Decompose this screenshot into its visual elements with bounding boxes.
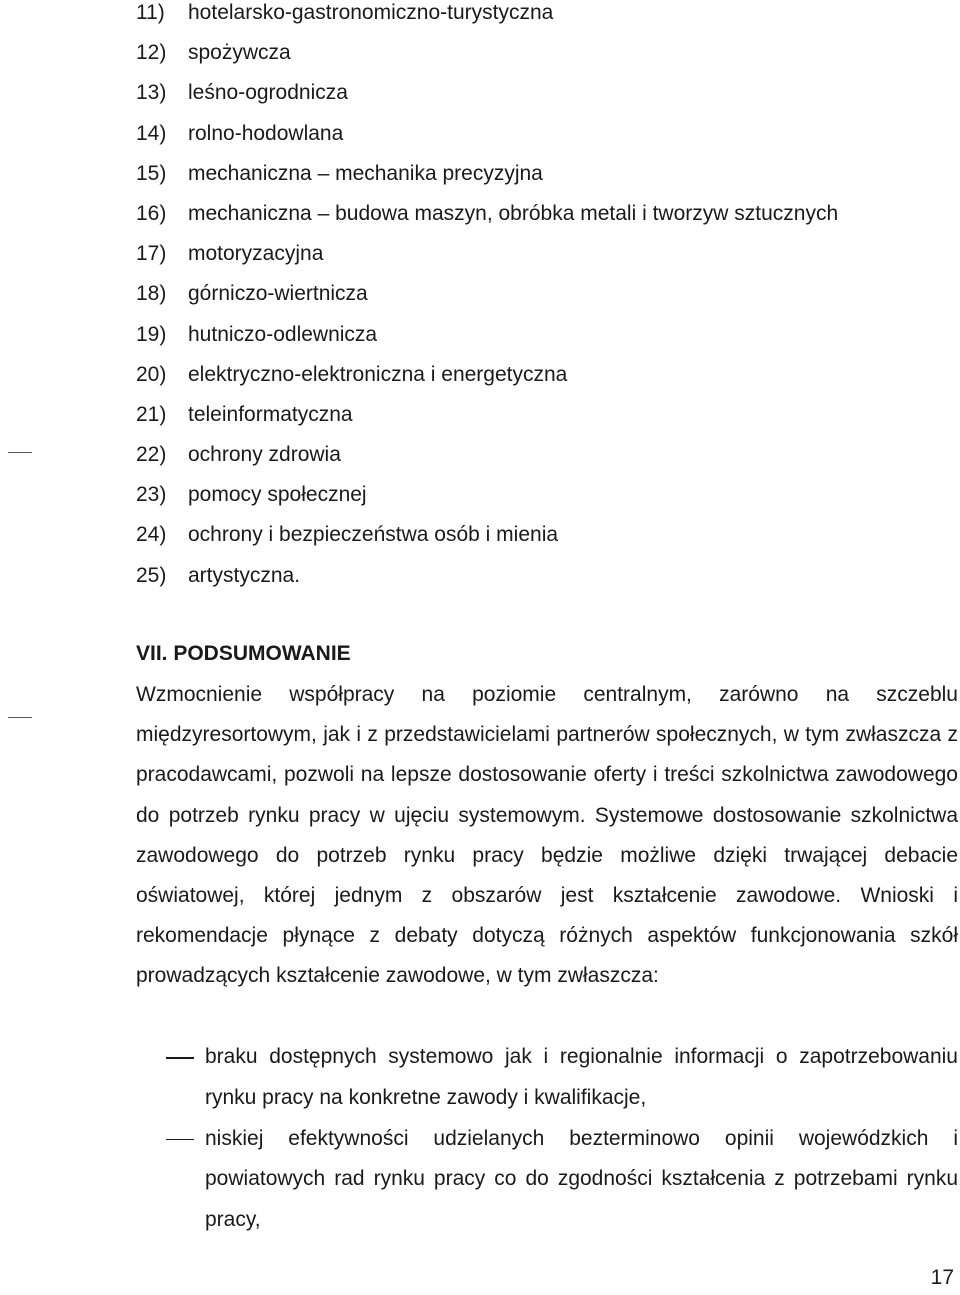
list-item-text: artystyczna. [188,563,301,587]
list-item-number: 25) [136,563,167,587]
list-item-text: ochrony i bezpieczeństwa osób i mienia [188,523,559,547]
section-heading: VII. PODSUMOWANIE [136,642,351,665]
margin-mark [8,452,32,453]
list-item-text: motoryzacyjna [188,242,324,266]
list-item-number: 11) [136,1,165,24]
list-item [136,194,838,234]
bullet-item [136,1037,958,1119]
list-item [136,33,838,73]
list-item-number: 19) [136,322,167,346]
bullet-text: niskiej efektywności udzielanych bezterminowo opinii wojewódzkich i powiatowych rad rynku pracy co do zgodności kształcenia z potrzebami rynku pracy, [205,1126,958,1232]
list-item-text: elektryczno-elektroniczna i energetyczna [188,362,568,386]
list-item-number: 21) [136,402,167,426]
summary-paragraph: Wzmocnienie współpracy na poziomie centralnym, zarówno na szczeblu międzyresortowym, jak i z przedstawicielami partnerów społecznych, w tym zwłaszcza z pracodawcami, pozwoli na lepsze dostosowanie oferty i treści szkolnictwa zawodowego do potrzeb rynku pracy w ujęciu systemowym. Systemowe dostosowanie szkolnictwa zawodowego do potrzeb rynku pracy będzie możliwe dzięki trwającej debacie oświatowej, której jednym z obszarów jest kształcenie zawodowe. Wnioski i rekomendacje płynące z debaty dotyczą różnych aspektów funkcjonowania szkół prowadzących kształcenie zawodowe, w tym zwłaszcza: [136,683,958,988]
list-item-number: 14) [136,121,167,145]
list-item [136,234,838,274]
list-item-text: hutniczo-odlewnicza [188,322,378,346]
list-item-number: 24) [136,523,167,547]
list-item-number: 12) [136,41,167,65]
list-item [136,274,838,314]
list-item [136,73,838,113]
list-item-number: 13) [136,81,167,105]
list-item-text: spożywcza [188,41,291,65]
page-number: 17 [930,1266,954,1289]
list-item [136,395,838,435]
list-item-text: leśno-ogrodnicza [188,81,348,105]
list-item-number: 15) [136,161,167,185]
list-item-number: 23) [136,483,167,507]
list-item-text: rolno-hodowlana [188,121,344,145]
list-item-text: górniczo-wiertnicza [188,282,368,306]
list-item-number: 22) [136,443,167,467]
list-item-number: 16) [136,201,167,225]
list-item-text: ochrony zdrowia [188,443,341,467]
list-item-text: pomocy społecznej [188,483,367,507]
list-item [136,315,838,355]
bullet-item [136,1119,958,1241]
dash-bullet-icon [166,1057,194,1059]
list-item [136,515,838,555]
list-item [136,114,838,154]
list-item [136,154,838,194]
list-item-number: 17) [136,242,167,266]
list-item [136,435,838,475]
bullet-list [136,1037,958,1241]
dash-bullet-icon [166,1139,194,1141]
list-item-text: hotelarsko-gastronomiczno-turystyczna [188,1,554,24]
specialization-list [136,0,838,596]
margin-mark [8,717,32,718]
list-item-text: mechaniczna – mechanika precyzyjna [188,161,543,185]
list-item [136,475,838,515]
bullet-text: braku dostępnych systemowo jak i regionalnie informacji o zapotrzebowaniu rynku pracy na konkretne zawody i kwalifikacje, [205,1045,958,1109]
list-item-number: 18) [136,282,167,306]
list-item-text: teleinformatyczna [188,402,353,426]
list-item-text: mechaniczna – budowa maszyn, obróbka metali i tworzyw sztucznych [188,201,839,225]
list-item [136,556,838,596]
list-item [136,355,838,395]
list-item-number: 20) [136,362,167,386]
list-item [136,0,838,33]
